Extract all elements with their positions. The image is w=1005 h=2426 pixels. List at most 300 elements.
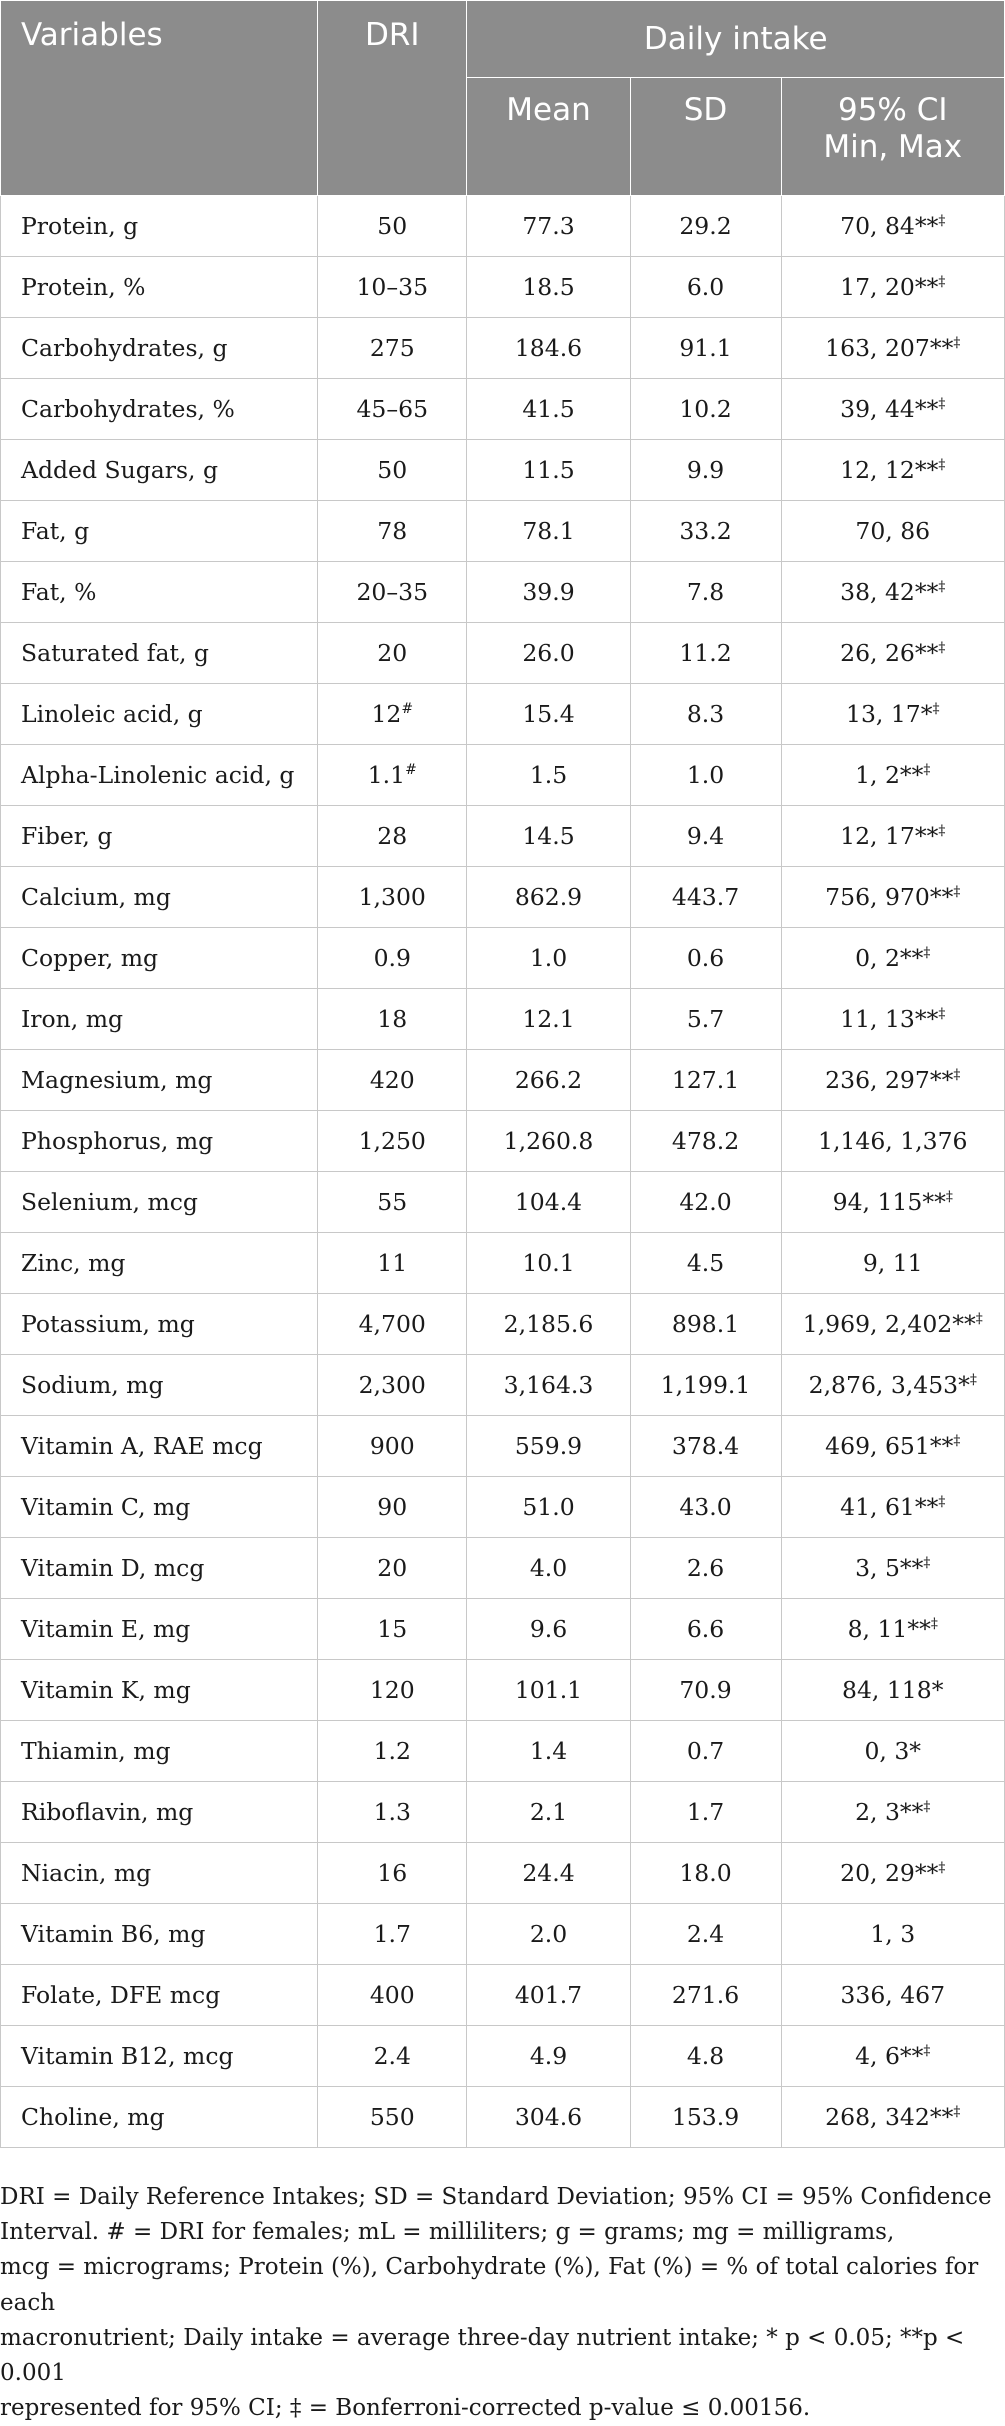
cell-dri [318, 867, 467, 928]
table-row [1, 1416, 1005, 1477]
cell-ci [781, 1172, 1005, 1233]
cell-ci-text: 8, 11 [847, 1615, 908, 1643]
cell-ci [781, 1599, 1005, 1660]
cell-variable [1, 1843, 318, 1904]
cell-ci-text: 94, 115 [832, 1188, 923, 1216]
cell-sd-text: 2.6 [686, 1554, 725, 1582]
cell-dri-text: 0.9 [373, 944, 411, 972]
cell-ci [781, 1904, 1005, 1965]
cell-mean [467, 1233, 630, 1294]
cell-mean-text: 4.9 [529, 2042, 568, 2070]
cell-ci [781, 1721, 1005, 1782]
cell-mean-text: 41.5 [522, 395, 575, 423]
table-row [1, 1904, 1005, 1965]
cell-variable-text: Iron, mg [21, 1005, 124, 1033]
cell-sd-text: 9.4 [686, 822, 725, 850]
cell-variable-text: Fat, % [21, 578, 97, 606]
header-variables: Variables [1, 1, 318, 196]
cell-dri-text: 15 [377, 1615, 408, 1643]
significance-mark: * [931, 1676, 944, 1704]
cell-mean-text: 77.3 [522, 212, 575, 240]
cell-variable-text: Vitamin A, RAE mcg [21, 1432, 263, 1460]
cell-ci [781, 1233, 1005, 1294]
cell-variable-text: Vitamin B12, mcg [21, 2042, 234, 2070]
cell-ci [781, 989, 1005, 1050]
cell-mean-text: 10.1 [522, 1249, 575, 1277]
cell-dri-text: 45–65 [356, 395, 429, 423]
table-header [1, 1, 1005, 196]
cell-mean [467, 1294, 630, 1355]
cell-ci [781, 1050, 1005, 1111]
cell-sd [630, 928, 781, 989]
cell-mean [467, 1477, 630, 1538]
cell-variable-text: Potassium, mg [21, 1310, 195, 1338]
bonferroni-mark: ‡ [923, 2043, 931, 2060]
cell-variable [1, 1172, 318, 1233]
cell-sd [630, 2087, 781, 2148]
cell-variable [1, 1538, 318, 1599]
table-row [1, 379, 1005, 440]
cell-dri-text: 16 [377, 1859, 408, 1887]
cell-mean-text: 862.9 [514, 883, 583, 911]
table-row [1, 440, 1005, 501]
cell-mean [467, 1599, 630, 1660]
cell-dri-text: 90 [377, 1493, 408, 1521]
cell-dri [318, 1843, 467, 1904]
significance-mark: * [909, 1737, 922, 1765]
cell-sd [630, 1050, 781, 1111]
cell-sd-text: 378.4 [671, 1432, 740, 1460]
cell-mean [467, 562, 630, 623]
cell-sd-text: 898.1 [671, 1310, 740, 1338]
cell-sd [630, 989, 781, 1050]
table-row [1, 1050, 1005, 1111]
significance-mark: ** [914, 273, 939, 301]
cell-sd [630, 745, 781, 806]
bonferroni-mark: ‡ [953, 1433, 961, 1450]
cell-mean [467, 1355, 630, 1416]
cell-variable-text: Saturated fat, g [21, 639, 209, 667]
cell-variable [1, 1965, 318, 2026]
cell-dri [318, 1416, 467, 1477]
cell-ci [781, 1843, 1005, 1904]
cell-variable [1, 1294, 318, 1355]
cell-sd-text: 478.2 [671, 1127, 740, 1155]
cell-sd-text: 91.1 [679, 334, 732, 362]
cell-ci-text: 1,969, 2,402 [802, 1310, 953, 1338]
cell-mean-text: 266.2 [514, 1066, 583, 1094]
cell-sd [630, 1721, 781, 1782]
cell-variable [1, 440, 318, 501]
significance-mark: ** [914, 822, 939, 850]
cell-ci-text: 336, 467 [840, 1981, 946, 2009]
significance-mark: ** [914, 212, 939, 240]
cell-ci-text: 236, 297 [825, 1066, 930, 1094]
header-ci-line2: Min, Max [823, 129, 963, 166]
cell-dri-text: 1,300 [358, 883, 426, 911]
cell-variable-text: Choline, mg [21, 2103, 165, 2131]
cell-dri [318, 440, 467, 501]
cell-ci-text: 39, 44 [840, 395, 915, 423]
cell-mean-text: 4.0 [529, 1554, 568, 1582]
cell-variable-text: Thiamin, mg [21, 1737, 171, 1765]
cell-ci [781, 1416, 1005, 1477]
cell-mean-text: 18.5 [522, 273, 575, 301]
bonferroni-mark: ‡ [938, 1006, 946, 1023]
cell-ci-text: 9, 11 [862, 1249, 923, 1277]
cell-dri-text: 55 [377, 1188, 408, 1216]
significance-mark: ** [929, 883, 954, 911]
cell-ci [781, 928, 1005, 989]
cell-variable [1, 928, 318, 989]
cell-sd [630, 440, 781, 501]
cell-dri [318, 1294, 467, 1355]
cell-mean-text: 2.0 [529, 1920, 568, 1948]
cell-sd-text: 33.2 [679, 517, 732, 545]
cell-sd-text: 6.6 [686, 1615, 725, 1643]
cell-mean [467, 684, 630, 745]
footnote-line: Interval. # = DRI for females; mL = milliliters; g = grams; mg = milligrams, [0, 2219, 895, 2246]
significance-mark: ** [899, 1798, 924, 1826]
cell-sd-text: 127.1 [671, 1066, 740, 1094]
significance-mark: ** [922, 1188, 946, 1216]
cell-mean-text: 104.4 [514, 1188, 583, 1216]
cell-mean-text: 3,164.3 [503, 1371, 594, 1399]
cell-dri-text: 4,700 [358, 1310, 426, 1338]
cell-dri-text: 20 [377, 639, 408, 667]
cell-sd [630, 1782, 781, 1843]
cell-mean [467, 745, 630, 806]
significance-mark: ** [899, 1554, 924, 1582]
cell-variable-text: Magnesium, mg [21, 1066, 213, 1094]
significance-mark: ** [914, 456, 939, 484]
cell-mean-text: 1.5 [529, 761, 568, 789]
cell-mean-text: 39.9 [522, 578, 575, 606]
table-row [1, 806, 1005, 867]
cell-ci [781, 501, 1005, 562]
cell-sd-text: 4.5 [686, 1249, 725, 1277]
cell-ci [781, 1355, 1005, 1416]
bonferroni-mark: ‡ [930, 1616, 938, 1633]
cell-mean [467, 1050, 630, 1111]
cell-dri [318, 1721, 467, 1782]
cell-ci [781, 745, 1005, 806]
significance-mark: ** [929, 334, 954, 362]
significance-mark: * [958, 1371, 970, 1399]
cell-ci [781, 2087, 1005, 2148]
header-daily-intake: Daily intake [467, 1, 1005, 78]
cell-sd [630, 2026, 781, 2087]
table-row [1, 684, 1005, 745]
cell-mean [467, 379, 630, 440]
cell-ci-text: 70, 86 [855, 517, 931, 545]
cell-ci [781, 1477, 1005, 1538]
cell-variable [1, 1477, 318, 1538]
cell-variable [1, 2026, 318, 2087]
bonferroni-mark: ‡ [938, 640, 946, 657]
cell-ci-text: 469, 651 [825, 1432, 930, 1460]
cell-mean [467, 196, 630, 257]
cell-ci-text: 0, 3 [864, 1737, 910, 1765]
cell-mean-text: 1.4 [529, 1737, 568, 1765]
cell-variable-text: Vitamin D, mcg [21, 1554, 205, 1582]
header-mean: Mean [467, 78, 630, 196]
table-row [1, 1721, 1005, 1782]
cell-variable [1, 745, 318, 806]
cell-variable-text: Vitamin K, mg [21, 1676, 191, 1704]
cell-dri-text: 120 [369, 1676, 415, 1704]
cell-ci-text: 756, 970 [825, 883, 930, 911]
cell-variable-text: Vitamin E, mg [21, 1615, 191, 1643]
cell-variable [1, 501, 318, 562]
cell-sd-text: 1,199.1 [660, 1371, 751, 1399]
cell-dri [318, 989, 467, 1050]
cell-variable [1, 1355, 318, 1416]
cell-variable-text: Fiber, g [21, 822, 113, 850]
cell-variable [1, 379, 318, 440]
cell-mean-text: 101.1 [514, 1676, 583, 1704]
cell-ci-text: 17, 20 [840, 273, 915, 301]
cell-sd-text: 11.2 [679, 639, 732, 667]
cell-ci-text: 20, 29 [840, 1859, 915, 1887]
cell-mean [467, 1111, 630, 1172]
cell-dri [318, 1233, 467, 1294]
cell-mean [467, 2087, 630, 2148]
table-row [1, 1172, 1005, 1233]
cell-dri-text: 1,250 [358, 1127, 426, 1155]
bonferroni-mark: ‡ [932, 701, 940, 718]
cell-sd [630, 1111, 781, 1172]
cell-sd-text: 2.4 [686, 1920, 725, 1948]
cell-dri-text: 2.4 [373, 2042, 411, 2070]
cell-mean [467, 989, 630, 1050]
cell-ci-text: 12, 12 [840, 456, 915, 484]
table-row [1, 989, 1005, 1050]
cell-mean [467, 1416, 630, 1477]
cell-variable-text: Carbohydrates, g [21, 334, 228, 362]
cell-sd [630, 1233, 781, 1294]
cell-mean [467, 2026, 630, 2087]
significance-mark: * [920, 700, 933, 728]
cell-dri-text: 12 [371, 700, 402, 728]
cell-variable-text: Phosphorus, mg [21, 1127, 214, 1155]
cell-sd-text: 6.0 [686, 273, 725, 301]
cell-ci [781, 806, 1005, 867]
cell-mean [467, 1843, 630, 1904]
cell-dri-text: 900 [369, 1432, 415, 1460]
cell-mean [467, 867, 630, 928]
significance-mark: ** [929, 2103, 954, 2131]
cell-mean [467, 1904, 630, 1965]
cell-dri [318, 257, 467, 318]
bonferroni-mark: ‡ [953, 335, 961, 352]
cell-ci [781, 623, 1005, 684]
table-row [1, 1782, 1005, 1843]
cell-ci [781, 684, 1005, 745]
cell-ci-text: 12, 17 [840, 822, 915, 850]
cell-ci-text: 163, 207 [825, 334, 930, 362]
cell-variable [1, 867, 318, 928]
cell-dri-text: 1.7 [373, 1920, 411, 1948]
cell-ci [781, 379, 1005, 440]
cell-sd [630, 1172, 781, 1233]
bonferroni-mark: ‡ [938, 274, 946, 291]
cell-sd [630, 684, 781, 745]
cell-variable [1, 1233, 318, 1294]
cell-sd-text: 1.7 [686, 1798, 725, 1826]
cell-variable-text: Riboflavin, mg [21, 1798, 194, 1826]
cell-ci-text: 26, 26 [840, 639, 915, 667]
bonferroni-mark: ‡ [938, 1494, 946, 1511]
cell-variable [1, 1904, 318, 1965]
cell-sd [630, 501, 781, 562]
cell-variable [1, 1050, 318, 1111]
bonferroni-mark: ‡ [975, 1311, 983, 1328]
cell-ci [781, 1782, 1005, 1843]
significance-mark: ** [899, 2042, 924, 2070]
cell-mean [467, 501, 630, 562]
bonferroni-mark: ‡ [923, 1555, 931, 1572]
header-sd: SD [630, 78, 781, 196]
cell-dri-text: 11 [377, 1249, 408, 1277]
cell-dri-text: 18 [377, 1005, 408, 1033]
cell-variable-text: Calcium, mg [21, 883, 171, 911]
table-row [1, 501, 1005, 562]
table-row [1, 1233, 1005, 1294]
cell-dri-text: 20–35 [356, 578, 429, 606]
bonferroni-mark: ‡ [953, 2104, 961, 2121]
cell-variable [1, 1782, 318, 1843]
cell-mean-text: 24.4 [522, 1859, 575, 1887]
cell-sd [630, 1660, 781, 1721]
cell-ci [781, 562, 1005, 623]
cell-ci-text: 1, 3 [870, 1920, 916, 1948]
cell-variable [1, 562, 318, 623]
cell-dri-text: 28 [377, 822, 408, 850]
cell-ci-text: 1,146, 1,376 [818, 1127, 968, 1155]
cell-sd-text: 10.2 [679, 395, 732, 423]
cell-sd-text: 43.0 [679, 1493, 732, 1521]
cell-sd-text: 271.6 [671, 1981, 740, 2009]
cell-dri [318, 2026, 467, 2087]
cell-variable-text: Selenium, mcg [21, 1188, 198, 1216]
cell-variable-text: Vitamin B6, mg [21, 1920, 206, 1948]
cell-dri-text: 20 [377, 1554, 408, 1582]
cell-ci-text: 1, 2 [855, 761, 900, 789]
cell-dri-text: 1.2 [373, 1737, 411, 1765]
cell-ci-text: 41, 61 [840, 1493, 915, 1521]
cell-ci-text: 84, 118 [842, 1676, 932, 1704]
cell-dri [318, 928, 467, 989]
cell-mean-text: 1,260.8 [503, 1127, 594, 1155]
significance-mark: ** [914, 639, 939, 667]
cell-dri [318, 379, 467, 440]
cell-ci [781, 1660, 1005, 1721]
cell-sd-text: 42.0 [679, 1188, 732, 1216]
cell-dri-text: 1.1 [367, 761, 406, 789]
cell-sd [630, 1904, 781, 1965]
cell-mean-text: 304.6 [514, 2103, 583, 2131]
table-row [1, 623, 1005, 684]
table-row [1, 1599, 1005, 1660]
cell-dri [318, 1538, 467, 1599]
table-row [1, 196, 1005, 257]
cell-mean-text: 51.0 [522, 1493, 575, 1521]
cell-dri-text: 1.3 [373, 1798, 411, 1826]
cell-ci [781, 196, 1005, 257]
cell-sd-text: 443.7 [671, 883, 740, 911]
cell-dri [318, 501, 467, 562]
cell-ci-text: 70, 84 [840, 212, 915, 240]
cell-ci [781, 440, 1005, 501]
cell-dri [318, 745, 467, 806]
cell-mean [467, 1721, 630, 1782]
cell-mean-text: 2.1 [529, 1798, 568, 1826]
cell-mean [467, 1660, 630, 1721]
cell-variable [1, 1660, 318, 1721]
table-row [1, 867, 1005, 928]
cell-dri [318, 1477, 467, 1538]
bonferroni-mark: ‡ [938, 579, 946, 596]
bonferroni-mark: ‡ [938, 396, 946, 413]
cell-dri [318, 1782, 467, 1843]
cell-dri [318, 684, 467, 745]
cell-mean-text: 2,185.6 [503, 1310, 594, 1338]
cell-ci-text: 2,876, 3,453 [808, 1371, 959, 1399]
cell-sd [630, 1599, 781, 1660]
cell-sd [630, 1355, 781, 1416]
cell-dri [318, 1050, 467, 1111]
bonferroni-mark: ‡ [953, 884, 961, 901]
cell-mean-text: 14.5 [522, 822, 575, 850]
cell-mean [467, 1965, 630, 2026]
cell-mean-text: 9.6 [529, 1615, 568, 1643]
significance-mark: ** [952, 1310, 976, 1338]
footnote-line: mcg = micrograms; Protein (%), Carbohydrate (%), Fat (%) = % of total calories for each [0, 2254, 979, 2316]
significance-mark: ** [907, 1615, 931, 1643]
cell-variable-text: Copper, mg [21, 944, 159, 972]
header-ci-line1: 95% CI [837, 92, 948, 128]
cell-dri [318, 1904, 467, 1965]
cell-sd [630, 1416, 781, 1477]
cell-dri [318, 1172, 467, 1233]
cell-dri [318, 318, 467, 379]
cell-mean-text: 15.4 [522, 700, 575, 728]
cell-ci-text: 38, 42 [840, 578, 915, 606]
significance-mark: ** [899, 944, 924, 972]
cell-mean [467, 623, 630, 684]
table-row [1, 1538, 1005, 1599]
cell-sd [630, 806, 781, 867]
bonferroni-mark: ‡ [945, 1189, 953, 1206]
cell-sd [630, 196, 781, 257]
significance-mark: ** [929, 1066, 954, 1094]
cell-ci-text: 4, 6 [855, 2042, 900, 2070]
cell-variable-text: Carbohydrates, % [21, 395, 235, 423]
bonferroni-mark: ‡ [923, 1799, 931, 1816]
table-row [1, 1477, 1005, 1538]
cell-sd-text: 9.9 [686, 456, 725, 484]
cell-variable [1, 2087, 318, 2148]
cell-ci-text: 2, 3 [855, 1798, 900, 1826]
cell-dri-text: 50 [377, 456, 408, 484]
header-dri: DRI [318, 1, 467, 196]
cell-variable-text: Zinc, mg [21, 1249, 126, 1277]
significance-mark: ** [899, 761, 924, 789]
cell-sd [630, 379, 781, 440]
cell-mean [467, 1782, 630, 1843]
cell-ci-text: 11, 13 [840, 1005, 915, 1033]
